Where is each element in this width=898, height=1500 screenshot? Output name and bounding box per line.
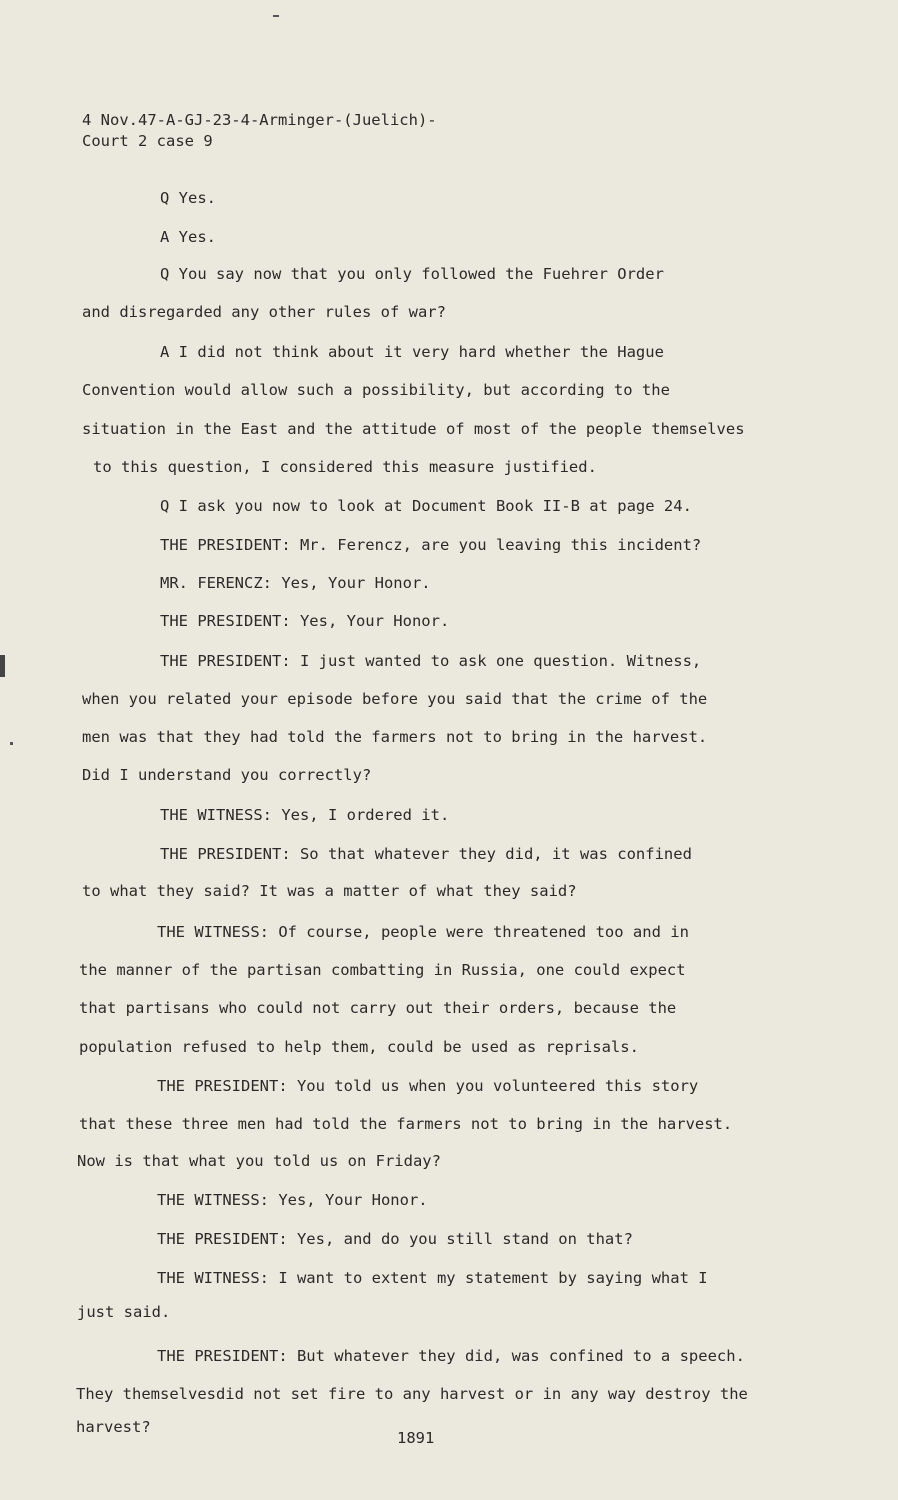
- transcript-line: THE PRESIDENT: I just wanted to ask one question. Witness,: [160, 652, 702, 670]
- ink-mark: [273, 15, 279, 17]
- transcript-line: THE PRESIDENT: Mr. Ferencz, are you leaving this incident?: [160, 536, 702, 554]
- transcript-line: Convention would allow such a possibility, but according to the: [82, 381, 670, 399]
- transcript-line: situation in the East and the attitude of most of the people themselves: [82, 420, 745, 438]
- transcript-line: THE PRESIDENT: So that whatever they did, it was confined: [160, 845, 692, 863]
- transcript-line: They themselvesdid not set fire to any harvest or in any way destroy the: [76, 1385, 748, 1403]
- transcript-line: THE WITNESS: Yes, I ordered it.: [160, 806, 450, 824]
- transcript-line: Q I ask you now to look at Document Book II-B at page 24.: [160, 497, 692, 515]
- header-reference: 4 Nov.47-A-GJ-23-4-Arminger-(Juelich)-: [82, 111, 437, 129]
- transcript-line: Did I understand you correctly?: [82, 766, 372, 784]
- transcript-line: THE PRESIDENT: But whatever they did, was confined to a speech.: [157, 1347, 745, 1365]
- transcript-line: Q Yes.: [160, 189, 216, 207]
- transcript-line: population refused to help them, could be used as reprisals.: [79, 1038, 639, 1056]
- ink-dot: [10, 742, 13, 745]
- binding-mark: [0, 655, 5, 677]
- transcript-line: A I did not think about it very hard whether the Hague: [160, 343, 664, 361]
- transcript-line: that these three men had told the farmers not to bring in the harvest.: [79, 1115, 733, 1133]
- transcript-line: Q You say now that you only followed the Fuehrer Order: [160, 265, 664, 283]
- transcript-line: to what they said? It was a matter of what they said?: [82, 882, 577, 900]
- header-court: Court 2 case 9: [82, 132, 213, 150]
- transcript-line: THE PRESIDENT: Yes, and do you still stand on that?: [157, 1230, 633, 1248]
- transcript-line: THE PRESIDENT: You told us when you volunteered this story: [157, 1077, 699, 1095]
- transcript-line: Now is that what you told us on Friday?: [77, 1152, 441, 1170]
- transcript-line: THE PRESIDENT: Yes, Your Honor.: [160, 612, 450, 630]
- transcript-line: A Yes.: [160, 228, 216, 246]
- transcript-line: that partisans who could not carry out their orders, because the: [79, 999, 677, 1017]
- transcript-line: THE WITNESS: I want to extent my statement by saying what I: [157, 1269, 708, 1287]
- transcript-line: MR. FERENCZ: Yes, Your Honor.: [160, 574, 431, 592]
- transcript-line: THE WITNESS: Of course, people were threatened too and in: [157, 923, 689, 941]
- page-number: 1891: [397, 1429, 435, 1447]
- transcript-line: THE WITNESS: Yes, Your Honor.: [157, 1191, 428, 1209]
- transcript-line: and disregarded any other rules of war?: [82, 303, 446, 321]
- transcript-line: just said.: [77, 1303, 171, 1321]
- transcript-line: men was that they had told the farmers not to bring in the harvest.: [82, 728, 708, 746]
- transcript-line: to this question, I considered this measure justified.: [93, 458, 597, 476]
- transcript-line: when you related your episode before you said that the crime of the: [82, 690, 708, 708]
- transcript-line: harvest?: [76, 1418, 151, 1436]
- transcript-line: the manner of the partisan combatting in Russia, one could expect: [79, 961, 686, 979]
